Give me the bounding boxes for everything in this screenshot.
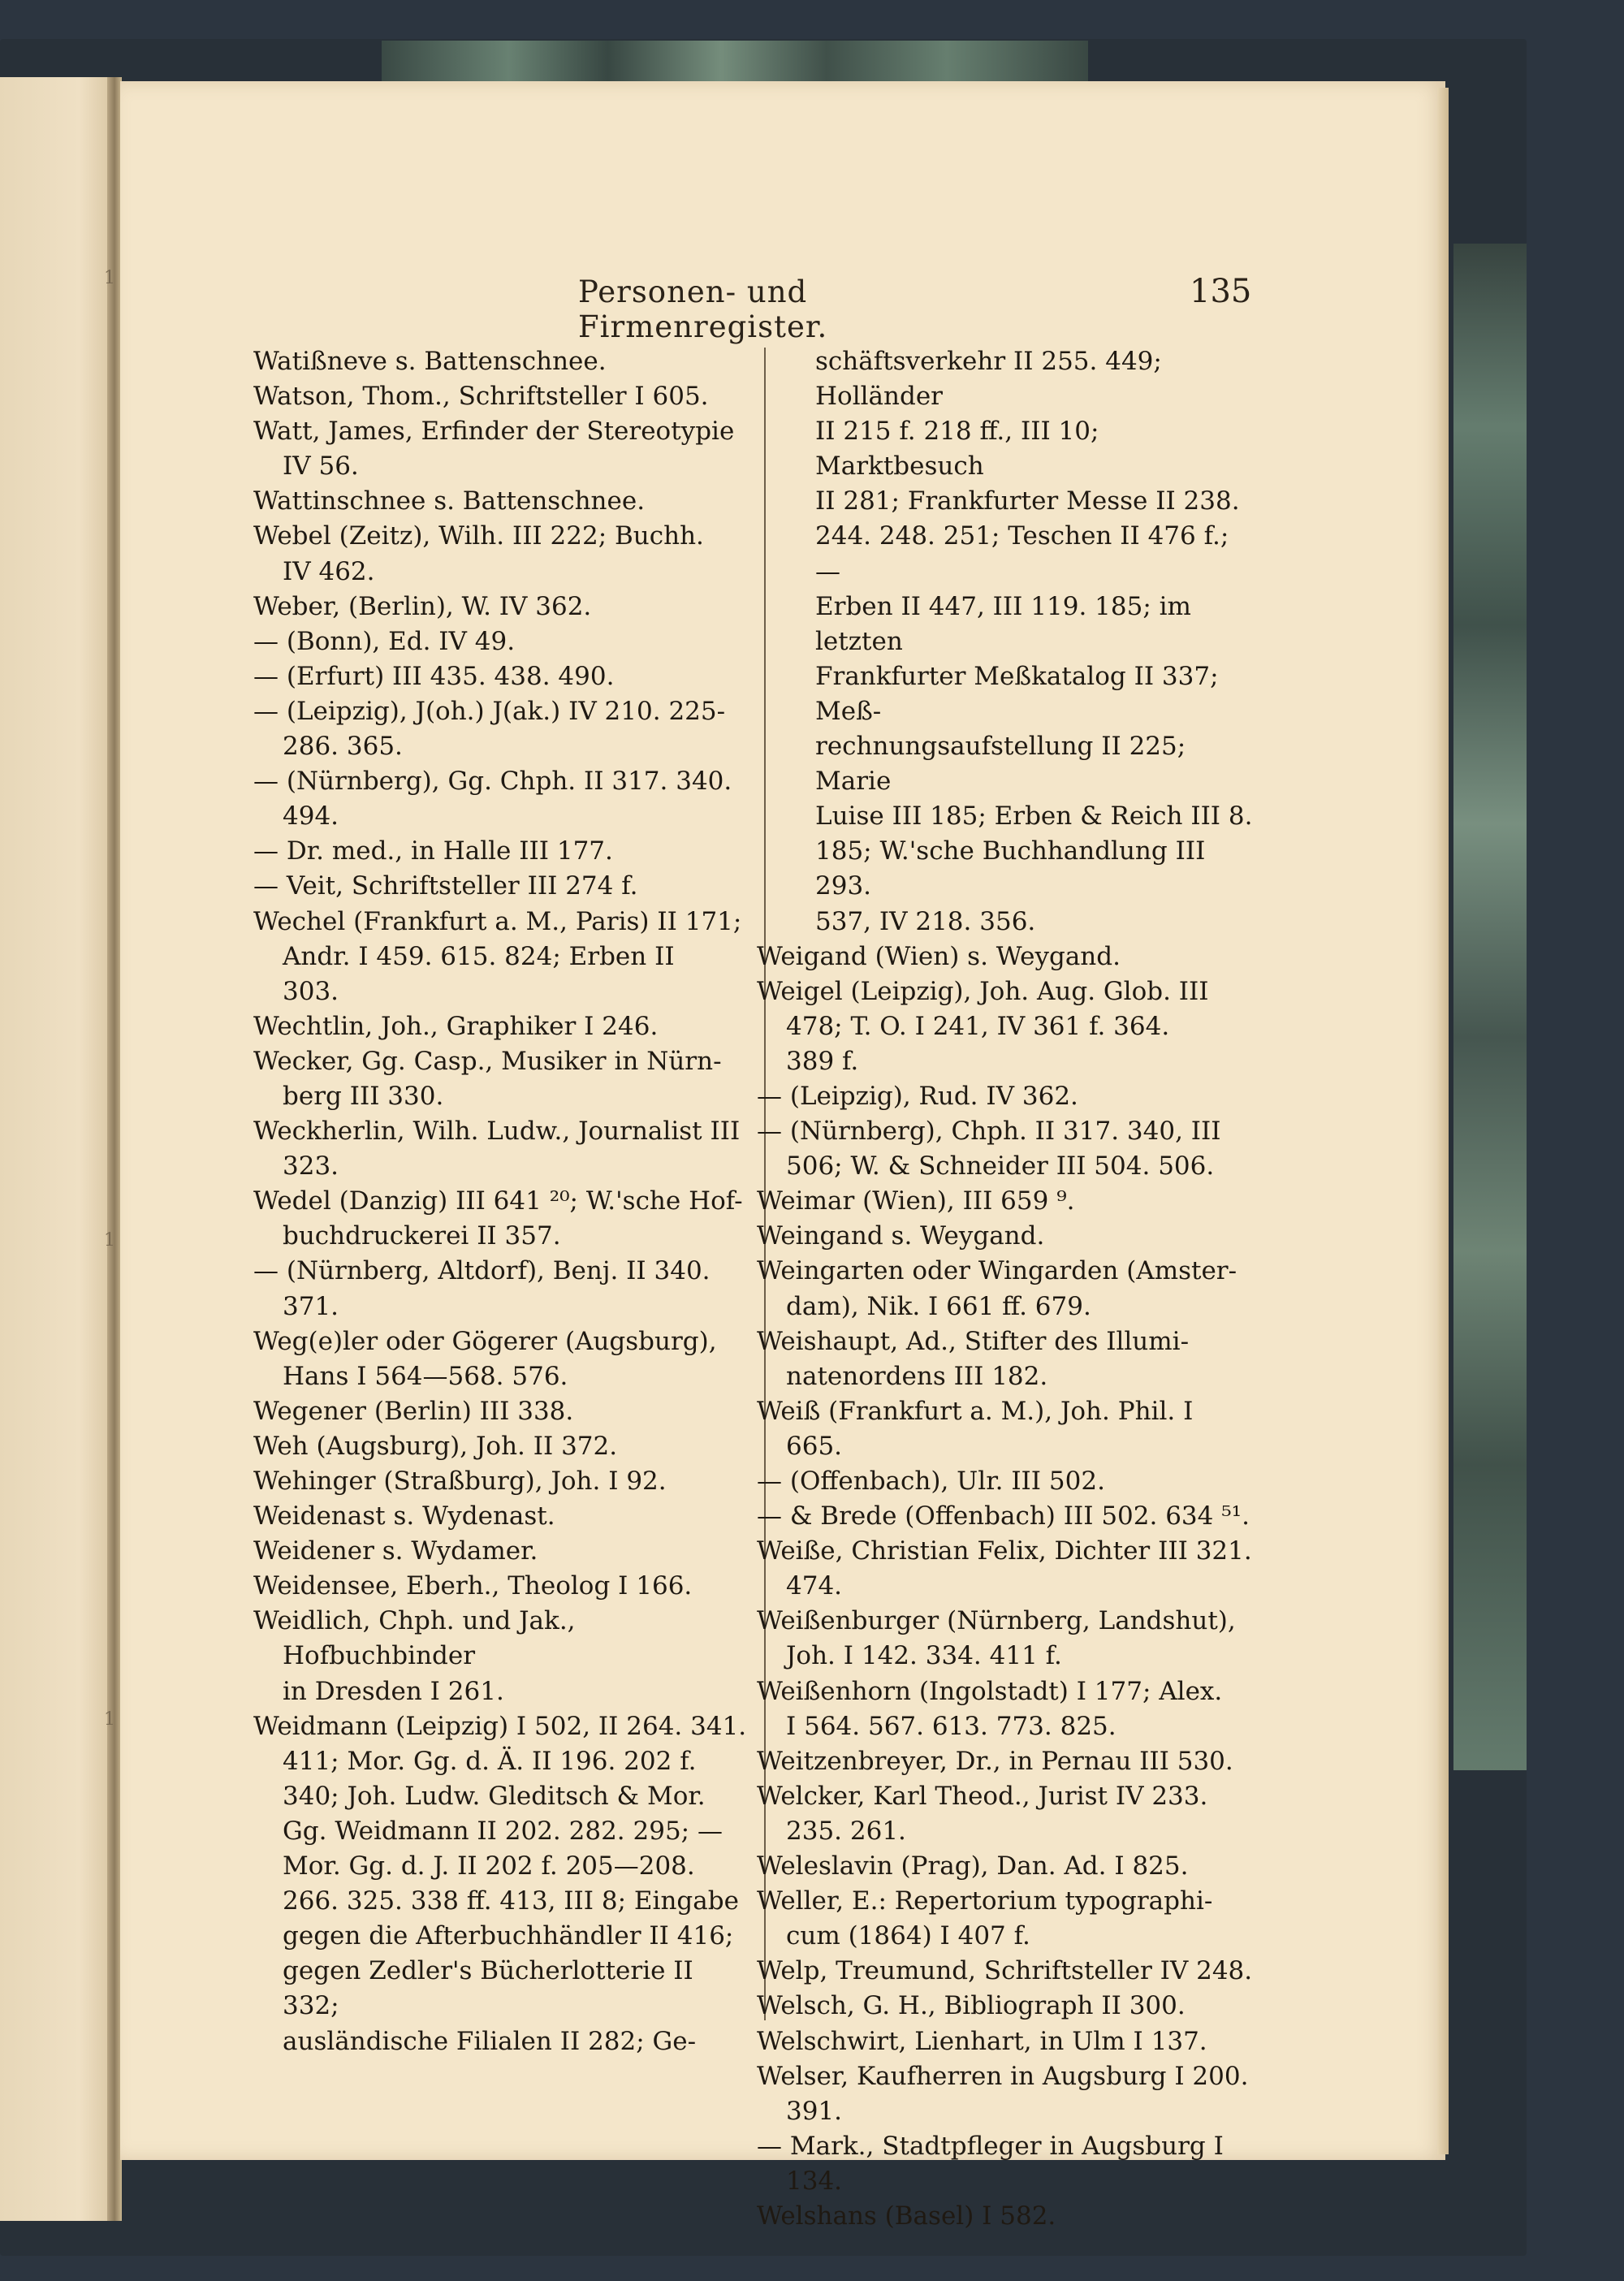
index-entry: Weh (Augsburg), Joh. II 372. — [253, 1431, 618, 1461]
index-entry: Welsch, G. H., Bibliograph II 300. — [757, 1991, 1186, 2021]
index-entry: Weleslavin (Prag), Dan. Ad. I 825. — [757, 1851, 1189, 1881]
index-entry: — (Nürnberg), Chph. II 317. 340, III 506; W. & Schneider III 504. 506. — [757, 1117, 1221, 1182]
index-entry: Wedel (Danzig) III 641 ²⁰; W.'sche Hof- buchdruckerei II 357. — [253, 1186, 743, 1251]
index-entry: Watißneve s. Battenschnee. — [253, 347, 607, 376]
marbled-board-right — [1453, 244, 1527, 1770]
index-entry: Weingarten oder Wingarden (Amster- dam), Nik. I 661 ff. 679. — [757, 1256, 1237, 1321]
index-entry: — Dr. med., in Halle III 177. — [253, 836, 613, 866]
margin-mark: 1 — [104, 1709, 115, 1730]
index-entry: Weißenhorn (Ingolstadt) I 177; Alex. I 564. 567. 613. 773. 825. — [757, 1676, 1223, 1741]
index-entry: Welschwirt, Lienhart, in Ulm I 137. — [757, 2026, 1207, 2056]
index-entry: — (Nürnberg, Altdorf), Benj. II 340. 371. — [253, 1256, 710, 1321]
index-entry: Wehinger (Straßburg), Joh. I 92. — [253, 1467, 667, 1496]
index-entry: — Mark., Stadtpfleger in Augsburg I 134. — [757, 2131, 1224, 2196]
index-entry: — Veit, Schriftsteller III 274 f. — [253, 871, 638, 901]
index-entry: Weigand (Wien) s. Weygand. — [757, 941, 1121, 971]
index-entry: Welser, Kaufherren in Augsburg I 200. 391. — [757, 2061, 1249, 2126]
index-entry: Wecker, Gg. Casp., Musiker in Nürn- berg III 330. — [253, 1046, 722, 1111]
index-entry: Weingand s. Weygand. — [757, 1221, 1045, 1251]
index-entry: Weg(e)ler oder Gögerer (Augsburg), Hans I 564—568. 576. — [253, 1326, 717, 1391]
index-entry: — (Leipzig), J(oh.) J(ak.) IV 210. 225- 286. 365. — [253, 696, 726, 762]
index-entry: Weckherlin, Wilh. Ludw., Journalist III 323. — [253, 1117, 741, 1182]
index-entry: Weller, E.: Repertorium typographi- cum (1864) I 407 f. — [757, 1886, 1213, 1951]
index-entry: Wechtlin, Joh., Graphiker I 246. — [253, 1011, 659, 1041]
margin-mark: 1 — [104, 1230, 115, 1251]
index-entry: Welp, Treumund, Schriftsteller IV 248. — [757, 1956, 1253, 1986]
index-entry: — (Bonn), Ed. IV 49. — [253, 626, 516, 656]
index-entry: Watson, Thom., Schriftsteller I 605. — [253, 382, 709, 412]
index-entry: Welshans (Basel) I 582. — [757, 2201, 1056, 2231]
index-entry: Weber, (Berlin), W. IV 362. — [253, 591, 592, 621]
index-entry: Weidener s. Wydamer. — [253, 1536, 538, 1566]
index-entry: Weiß (Frankfurt a. M.), Joh. Phil. I 665. — [757, 1396, 1194, 1461]
index-entry: Wegener (Berlin) III 338. — [253, 1396, 574, 1426]
index-entry: Wechel (Frankfurt a. M., Paris) II 171; Andr. I 459. 615. 824; Erben II 303. — [253, 906, 742, 1006]
index-entry: — (Leipzig), Rud. IV 362. — [757, 1081, 1078, 1111]
index-column-left — [253, 344, 754, 2059]
index-entry: Weitzenbreyer, Dr., in Pernau III 530. — [757, 1746, 1233, 1776]
index-entry: Webel (Zeitz), Wilh. III 222; Buchh. IV 462. — [253, 521, 704, 586]
index-entry: Weidmann (Leipzig) I 502, II 264. 341. 411; Mor. Gg. d. Ä. II 196. 202 f. 340; Joh. Ludw. Gleditsch & Mor. Gg. Weidmann II 202. 282. 295; — Mor. Gg. d. J. II 202 f. 205—208. 266. 325. 338 ff. 413, III 8; Eingabe gegen die Afterbuchhändler II 416; gegen Zedler's Bücherlotterie II 332; ausländische Filialen II 282; Ge- — [253, 1711, 747, 2056]
running-header: Personen- und Firmenregister. — [578, 274, 828, 344]
index-entry: Weidlich, Chph. und Jak., Hofbuchbinder in Dresden I 261. — [253, 1606, 576, 1706]
left-page-edge — [0, 77, 114, 2221]
index-entry-continuation: schäftsverkehr II 255. 449; Holländer II 215 f. 218 ff., III 10; Marktbesuch II 281; Frankfurter Messe II 238. 244. 248. 251; Teschen II 476 f.; — Erben II 447, III 119. 185; im letzten Frankfurter Meßkatalog II 337; Meß- rechnungsaufstellung II 225; Marie Luise III 185; Erben & Reich III 8. 185; W.'sche Buchhandlung III 293. 537, IV 218. 356. — [815, 347, 1253, 936]
index-column-right — [757, 344, 1257, 2234]
index-entry: Welcker, Karl Theod., Jurist IV 233. 235. 261. — [757, 1781, 1208, 1846]
index-entry: Weigel (Leipzig), Joh. Aug. Glob. III 478; T. O. I 241, IV 361 f. 364. 389 f. — [757, 976, 1209, 1076]
index-entry: Weidenast s. Wydenast. — [253, 1501, 555, 1531]
index-entry: — (Offenbach), Ulr. III 502. — [757, 1467, 1105, 1496]
index-entry: Weidensee, Eberh., Theolog I 166. — [253, 1571, 693, 1601]
index-entry: Weishaupt, Ad., Stifter des Illumi- natenordens III 182. — [757, 1326, 1190, 1391]
index-entry: Weißenburger (Nürnberg, Landshut), Joh. I 142. 334. 411 f. — [757, 1606, 1236, 1671]
page-number: 135 — [1190, 273, 1252, 310]
margin-mark: 1 — [104, 268, 115, 288]
index-entry: Wattinschnee s. Battenschnee. — [253, 486, 646, 516]
index-entry: Weimar (Wien), III 659 ⁹. — [757, 1186, 1075, 1216]
index-entry: Watt, James, Erfinder der Stereotypie IV 56. — [253, 417, 735, 482]
index-entry: — (Nürnberg), Gg. Chph. II 317. 340. 494. — [253, 767, 732, 832]
index-entry: Weiße, Christian Felix, Dichter III 321. 474. — [757, 1536, 1252, 1601]
index-entry: — & Brede (Offenbach) III 502. 634 ⁵¹. — [757, 1501, 1250, 1531]
page-edge — [1437, 88, 1449, 2154]
index-entry: — (Erfurt) III 435. 438. 490. — [253, 661, 615, 691]
